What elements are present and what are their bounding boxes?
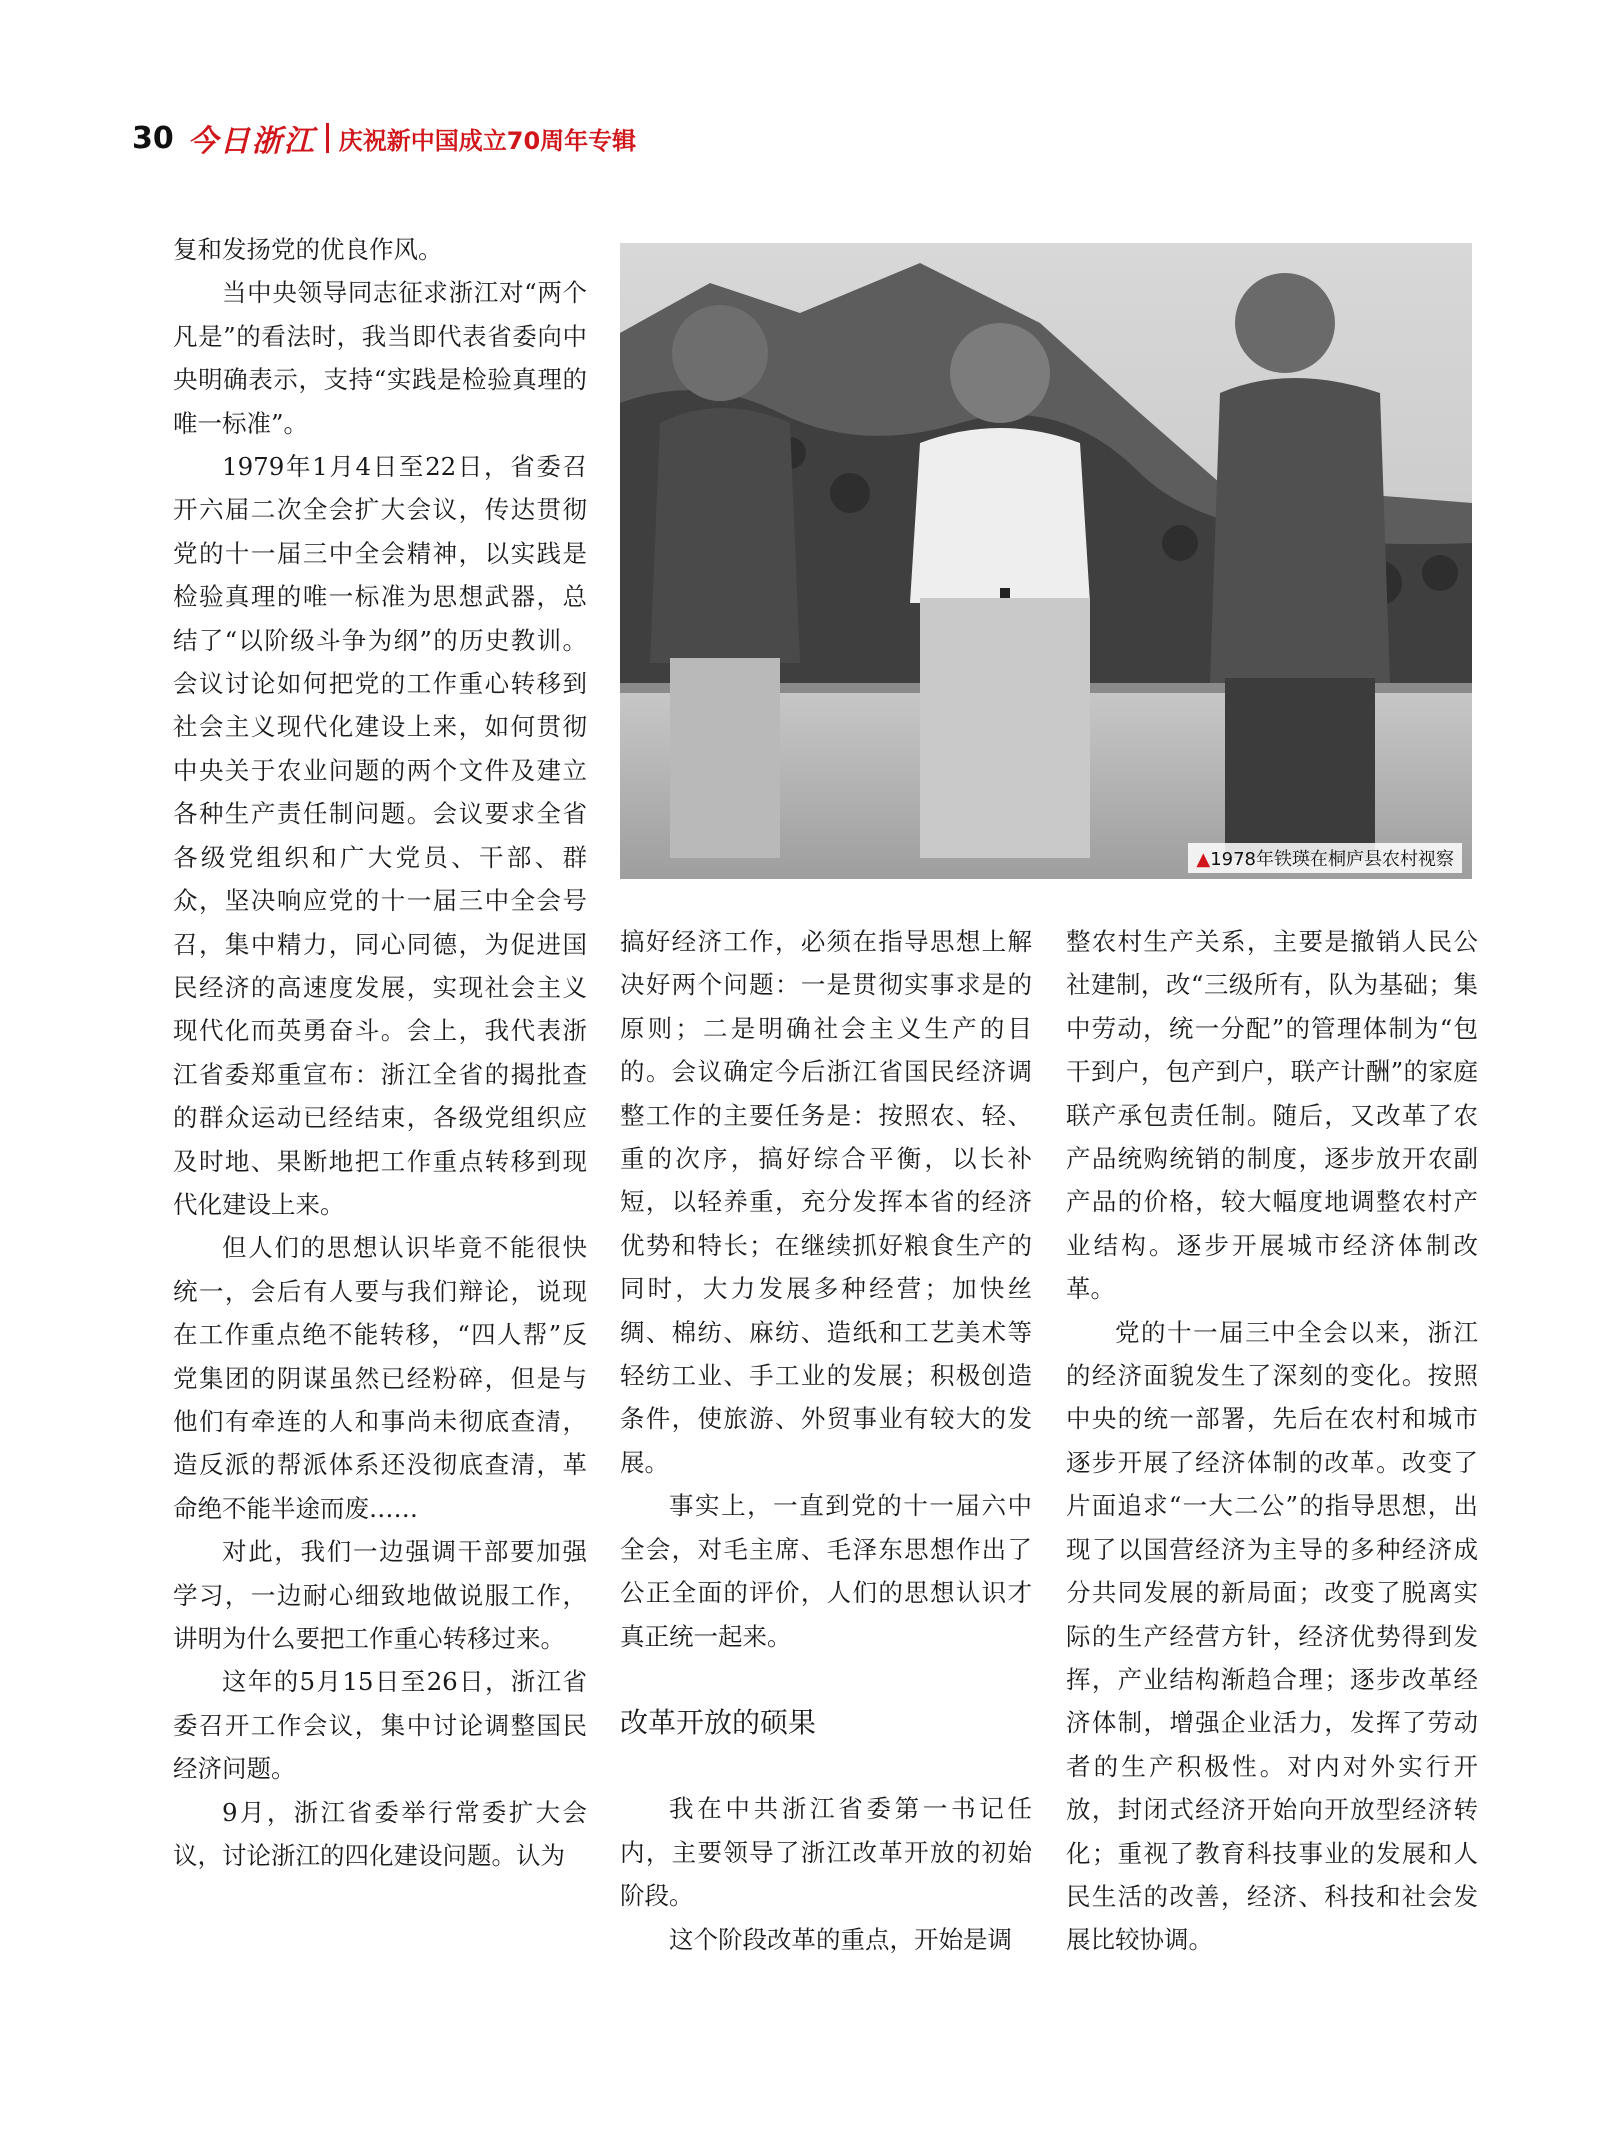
paragraph: 对此，我们一边强调干部要加强学习，一边耐心细致地做说服工作，讲明为什么要把工作重心转移过来。 bbox=[173, 1537, 587, 1653]
header-divider bbox=[326, 123, 329, 153]
paragraph: 整农村生产关系，主要是撤销人民公社建制，改“三级所有，队为基础；集中劳动，统一分配”的管理体制为“包干到户，包产到户，联产计酬”的家庭联产承包责任制。随后，又改革了农产品统购统销的制度，逐步放开农副产品的价格，较大幅度地调整农村产业结构。逐步开展城市经济体制改革。 bbox=[1066, 927, 1478, 1304]
photo-image bbox=[620, 243, 1472, 879]
paragraph: 党的十一届三中全会以来，浙江的经济面貌发生了深刻的变化。按照中央的统一部署，先后在农村和城市逐步开展了经济体制的改革。改变了片面追求“一大二公”的指导思想，出现了以国营经济为主导的多种经济成分共同发展的新局面；改变了脱离实际的生产经营方针，经济优势得到发挥，产业结构渐趋合理；逐步改革经济体制，增强企业活力，发挥了劳动者的生产积极性。对内对外实行开放，封闭式经济开始向开放型经济转化；重视了教育科技事业的发展和人民生活的改善，经济、科技和社会发展比较协调。 bbox=[1066, 1317, 1478, 1955]
section-title: 庆祝新中国成立70周年专辑 bbox=[338, 126, 637, 155]
section-heading: 改革开放的硕果 bbox=[620, 1705, 817, 1739]
caption-text: 1978年铁瑛在桐庐县农村视察 bbox=[1210, 849, 1454, 870]
caption-triangle-icon: ▲ bbox=[1196, 849, 1211, 870]
historical-photo bbox=[620, 243, 1472, 879]
column-3 bbox=[1066, 920, 1478, 1962]
paragraph: 这个阶段改革的重点，开始是调 bbox=[669, 1924, 1012, 1954]
paragraph: 9月，浙江省委举行常委扩大会议，讨论浙江的四化建设问题。认为 bbox=[173, 1797, 587, 1871]
paragraph: 但人们的思想认识毕竟不能很快统一，会后有人要与我们辩论，说现在工作重点绝不能转移，“四人帮”反党集团的阴谋虽然已经粉碎，但是与他们有牵连的人和事尚未彻底查清，造反派的帮派体系还没彻底查清，革命绝不能半途而废…… bbox=[173, 1233, 587, 1523]
paragraph: 搞好经济工作，必须在指导思想上解决好两个问题：一是贯彻实事求是的原则；二是明确社会主义生产的目的。会议确定今后浙江省国民经济调整工作的主要任务是：按照农、轻、重的次序，搞好综合平衡，以长补短，以轻养重，充分发挥本省的经济优势和特长；在继续抓好粮食生产的同时，大力发展多种经营；加快丝绸、棉纺、麻纺、造纸和工艺美术等轻纺工业、手工业的发展；积极创造条件，使旅游、外贸事业有较大的发展。 bbox=[620, 927, 1032, 1477]
column-2 bbox=[620, 920, 1032, 1961]
paragraph: 事实上，一直到党的十一届六中全会，对毛主席、毛泽东思想作出了公正全面的评价，人们的思想认识才真正统一起来。 bbox=[620, 1491, 1032, 1651]
page-header bbox=[132, 118, 636, 158]
paragraph: 复和发扬党的优良作风。 bbox=[173, 235, 443, 264]
photo-caption bbox=[1188, 843, 1462, 873]
paragraph: 1979年1月4日至22日，省委召开六届二次全会扩大会议，传达贯彻党的十一届三中全会精神，以实践是检验真理的唯一标准为思想武器，总结了“以阶级斗争为纲”的历史教训。会议讨论如何把党的工作重心转移到社会主义现代化建设上来，如何贯彻中央关于农业问题的两个文件及建立各种生产责任制问题。会议要求全省各级党组织和广大党员、干部、群众，坚决响应党的十一届三中全会号召，集中精力，同心同德，为促进国民经济的高速度发展，实现社会主义现代化而英勇奋斗。会上，我代表浙江省委郑重宣布：浙江全省的揭批查的群众运动已经结束，各级党组织应及时地、果断地把工作重点转移到现代化建设上来。 bbox=[173, 452, 587, 1219]
page-number: 30 bbox=[132, 120, 174, 156]
paragraph: 这年的5月15日至26日，浙江省委召开工作会议，集中讨论调整国民经济问题。 bbox=[173, 1667, 587, 1784]
paragraph: 我在中共浙江省委第一书记任内，主要领导了浙江改革开放的初始阶段。 bbox=[620, 1794, 1032, 1911]
magazine-logo: 今日浙江 bbox=[187, 124, 316, 159]
paragraph: 当中央领导同志征求浙江对“两个凡是”的看法时，我当即代表省委向中央明确表示，支持“实践是检验真理的唯一标准”。 bbox=[173, 278, 587, 438]
column-1 bbox=[173, 228, 587, 1877]
